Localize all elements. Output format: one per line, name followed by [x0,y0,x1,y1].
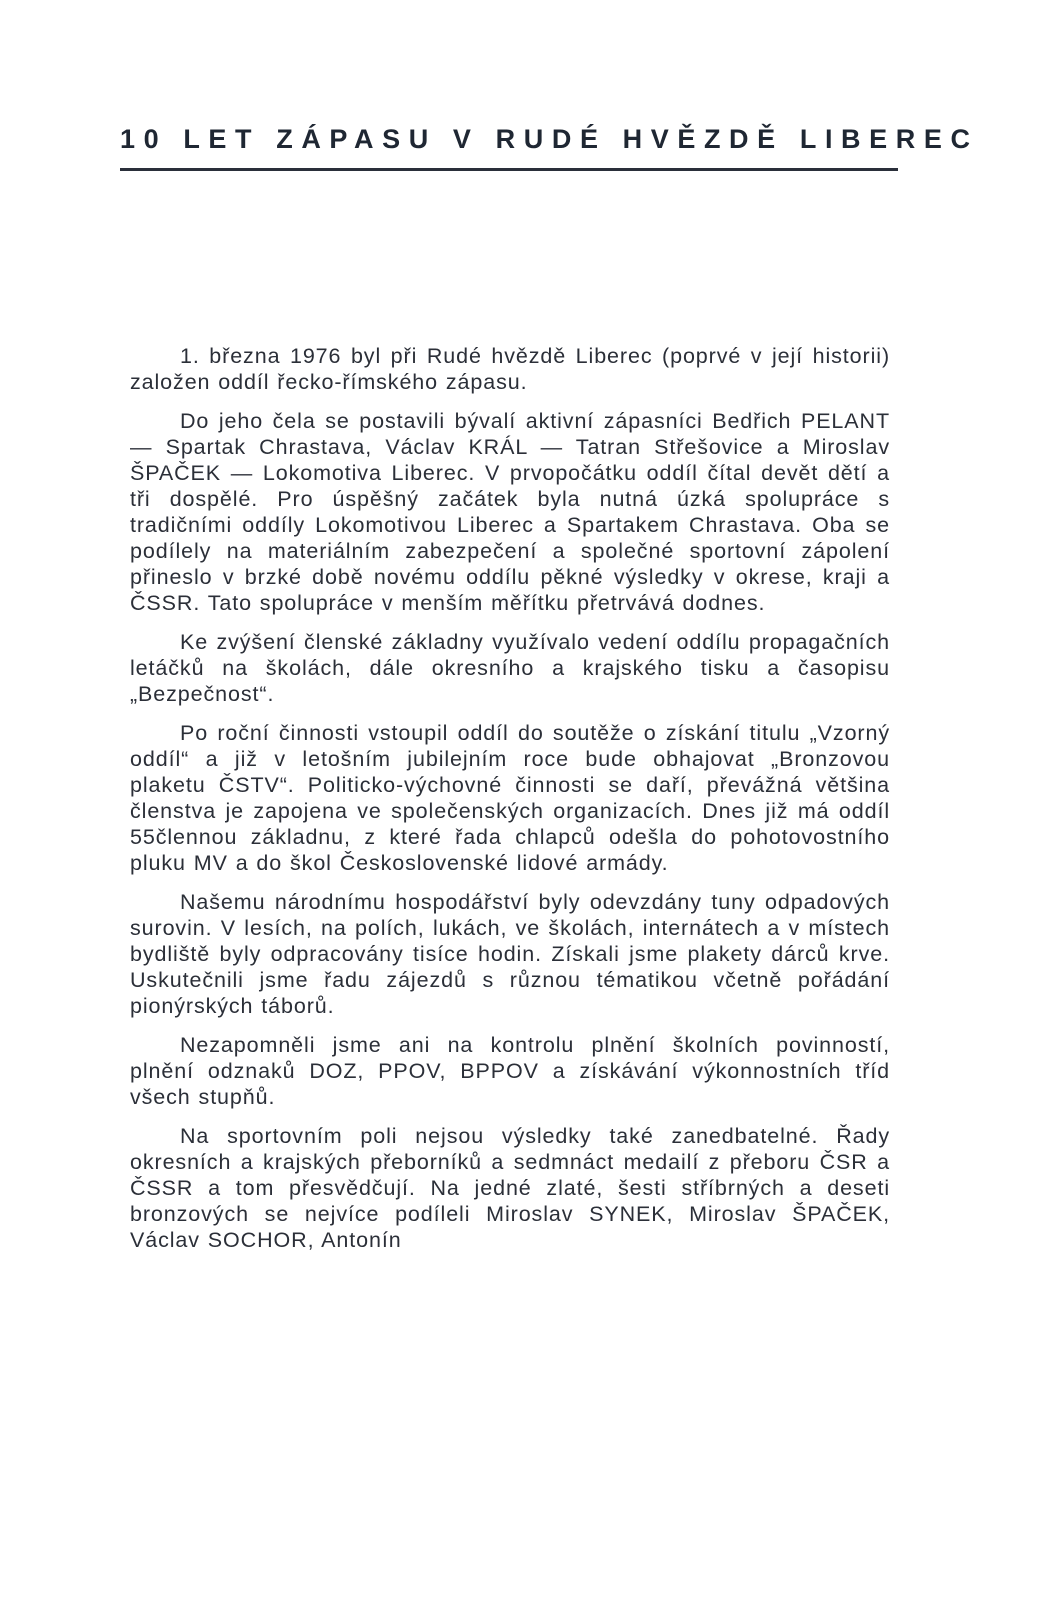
paragraph-school-duties: Nezapomněli jsme ani na kontrolu plnění školních povinností, plnění odznaků DOZ, PPOV, BPPOV a získávání výkonnostních tříd všech stupňů. [130,1033,890,1109]
page-title: 10 LET ZÁPASU V RUDÉ HVĚZDĚ LIBEREC [120,124,979,154]
paragraph-sport-results: Na sportovním poli nejsou výsledky také zanedbatelné. Řady okresních a krajských přeborníků a sedmnáct medailí z přeboru ČSR a ČSSR a tom přesvědčují. Na jedné zlaté, šesti stříbrných a deseti bronzových se nejvíce podíleli Miroslav SYNEK, Miroslav ŠPAČEK, Václav SOCHOR, Antonín [130,1124,890,1252]
page-header [120,122,979,171]
title-underline [120,168,898,171]
paragraph-competition: Po roční činnosti vstoupil oddíl do soutěže o získání titulu „Vzorný oddíl“ a již v letošním jubilejním roce bude obhajovat „Bronzovou plaketu ČSTV“. Politicko-výchovné činnosti se daří, převážná většina členstva je zapojena ve společenských organizacích. Dnes již má oddíl 55člennou základnu, z které řada chlapců odešla do pohotovostního pluku MV a do škol Československé lidové armády. [130,721,890,875]
article-body [130,343,890,1266]
paragraph-community-work: Našemu národnímu hospodářství byly odevzdány tuny odpadových surovin. V lesích, na polích, lukách, ve školách, internátech a v místech bydliště byly odpracovány tisíce hodin. Získali jsme plakety dárců krve. Uskutečnili jsme řadu zájezdů s různou tématikou včetně pořádání pionýrských táborů. [130,890,890,1018]
paragraph-founding: 1. března 1976 byl při Rudé hvězdě Liberec (poprvé v její historii) založen oddíl řecko-římského zápasu. [130,344,890,394]
paragraph-leadership: Do jeho čela se postavili bývalí aktivní zápasníci Bedřich PELANT — Spartak Chrastava, Václav KRÁL — Tatran Střešovice a Miroslav ŠPAČEK — Lokomotiva Liberec. V prvopočátku oddíl čítal devět dětí a tři dospělé. Pro úspěšný začátek byla nutná úzká spolupráce s tradičními oddíly Lokomotivou Liberec a Spartakem Chrastava. Oba se podílely na materiálním zabezpečení a společné sportovní zápolení přineslo v brzké době novému oddílu pěkné výsledky v okrese, kraji a ČSSR. Tato spolupráce v menším měřítku přetrvává dodnes. [130,409,890,615]
paragraph-membership: Ke zvýšení členské základny využívalo vedení oddílu propagačních letáčků na školách, dále okresního a krajského tisku a časopisu „Bezpečnost“. [130,630,890,706]
